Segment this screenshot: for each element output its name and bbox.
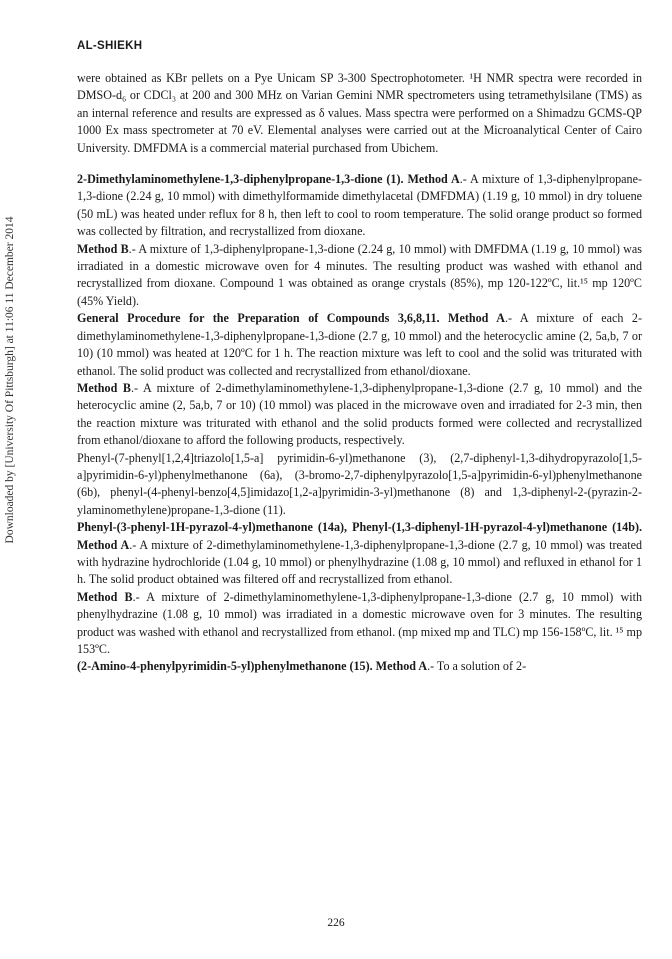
compound-1-method-b-paragraph [77,241,642,311]
download-watermark [2,150,18,610]
general-procedure-heading: General Procedure for the Preparation of Compounds 3,6,8,11. Method A [77,311,505,326]
article-body [77,70,642,676]
page-number: 226 [327,917,345,929]
download-note: Downloaded by [University Of Pittsburgh] at 11:06 11 December 2014 [4,216,16,544]
pyrazole-method-b-paragraph [77,589,642,659]
general-method-b-text: .- A mixture of 2-dimethylaminomethylene-1,3-diphenylpropane-1,3-dione (2.7 g, 10 mmol) and the heterocyclic amine (2, 5a,b, 7 or 10) (10 mmol) was placed in the microwave oven and irradiated for 2-3 min, then the reaction mixture was triturated with ethanol and the solid products formed were collected and recrystallized from ethanol/dioxane to afford the following products, respectively. [77,380,642,448]
products-list-paragraph: Phenyl-(7-phenyl[1,2,4]triazolo[1,5-a] pyrimidin-6-yl)methanone (3), (2,7-diphenyl-1,3-dihydropyrazolo[1,5-a]pyrimidin-6-yl)phenylmethanone (6a), (3-bromo-2,7-diphenylpyrazolo[1,5-a]pyrimidin-6-yl)phenylmethanone (6b), phenyl-(4-phenyl-benzo[4,5]imidazo[1,2-a]pyrimidin-3-yl)methanone (8) and 1,3-diphenyl-2-(pyrazin-2-ylaminomethylene)propane-1,3-dione (11). [77,450,642,517]
pyrazole-method-b-text: .- A mixture of 2-dimethylaminomethylene-1,3-diphenylpropane-1,3-dione (2.7 g, 10 mmol) with phenylhydrazine (1.08 g, 10 mmol) was irradiated in a domestic microwave oven for 3 minutes. The resulting product was washed with ethanol and recrystallized from ethanol. (mp mixed mp and TLC) mp 156-158ºC, lit. ¹⁵ mp 153ºC. [77,589,642,656]
method-b-heading: Method B [77,589,133,604]
compound-1-method-b-text: .- A mixture of 1,3-diphenylpropane-1,3-dione (2.24 g, 10 mmol) with DMFDMA (1.19 g, 10 mmol) was irradiated in a domestic microwave oven for 4 minutes. The resulting product was washed with ethanol and recrystallized from dioxane. Compound 1 was obtained as orange crystals (85%), mp 120-122ºC, lit.¹⁵ mp 120ºC (45% Yield). [77,241,642,308]
compound-1-method-a-paragraph [77,171,642,241]
compound-1-method-a-text: .- A mixture of 1,3-diphenylpropane-1,3-dione (2.24 g, 10 mmol) with dimethylformamide dimethylacetal (DMFDMA) (1.19 g, 10 mmol) in dry toluene (50 mL) was heated under reflux for 8 h, then left to cool to room temperature. The solid orange product so formed was collected by filtration, and recrystallized from dioxane. [77,172,642,239]
method-b-heading: Method B [77,241,129,256]
compound-1-heading: 2-Dimethylaminomethylene-1,3-diphenylpropane-1,3-dione (1). Method A [77,172,460,187]
pyrimidine-method-a-text: .- To a solution of 2- [427,659,527,674]
pyrazole-heading: Phenyl-(3-phenyl-1H-pyrazol-4-yl)methanone (14a), Phenyl-(1,3-diphenyl-1H-pyrazol-4-yl)methanone (14b). Method A [77,520,642,552]
general-procedure-text: .- A mixture of each 2-dimethylaminomethylene-1,3-diphenylpropane-1,3-dione (2.7 g, 10 mmol) and the heterocyclic amine (2, 5a,b, 7 or 10) (10 mmol) was heated at 120ºC for 1 h. The reaction mixture was left to cool and the solid was triturated with ethanol. The solid product was collected and recrystallized from ethanol/dioxane. [77,311,642,378]
methods-intro-paragraph: were obtained as KBr pellets on a Pye Unicam SP 3-300 Spectrophotometer. ¹H NMR spectra were recorded in DMSO-d₆ or CDCl₃ at 200 and 300 MHz on Varian Gemini NMR spectrometers using tetramethylsilane (TMS) as an internal reference and results are expressed as δ values. Mass spectra were performed on a Shimadzu GCMS-QP 1000 Ex mass spectrometer at 70 eV. Elemental analyses were carried out at the Microanalytical Center of Cairo University. DMFDMA is a commercial material purchased from Ubichem. [77,71,642,155]
method-b-heading: Method B [77,380,131,395]
general-method-b-paragraph [77,380,642,450]
pyrazole-method-a-text: .- A mixture of 2-dimethylaminomethylene-1,3-diphenylpropane-1,3-dione (2.7 g, 10 mmol) was treated with hydrazine hydrochloride (1.04 g, 10 mmol) or phenylhydrazine (1.08 g, 10 mmol) and refluxed in ethanol for 1 h. The solid product obtained was filtered off and recrystallized from ethanol. [77,537,642,587]
pyrimidine-heading: (2-Amino-4-phenylpyrimidin-5-yl)phenylmethanone (15). Method A [77,659,428,674]
running-header: AL-SHIEKH [77,40,143,52]
pyrazole-method-a-paragraph [77,519,642,589]
general-procedure-paragraph [77,310,642,380]
pyrimidine-method-a-paragraph [77,658,642,675]
